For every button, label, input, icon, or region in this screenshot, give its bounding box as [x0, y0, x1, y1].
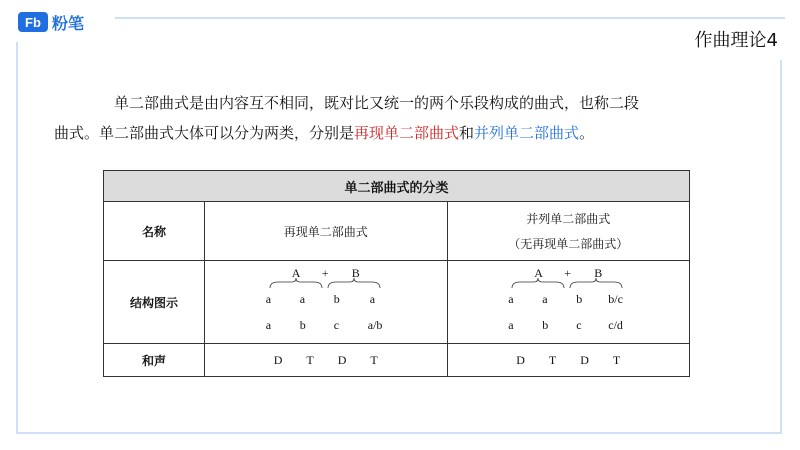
phrase-letter: c	[333, 318, 340, 332]
row-label-structure: 结构图示	[104, 261, 205, 344]
brand-logo	[18, 10, 84, 34]
table-row-structure	[104, 261, 690, 344]
phrase-letter: a	[508, 318, 514, 332]
classification-table	[103, 170, 690, 377]
frame-left-line	[16, 42, 18, 432]
connector: 和	[459, 124, 475, 142]
phrase-letter: a	[265, 292, 272, 306]
phrase-letter: c/d	[608, 318, 623, 332]
section-label: B	[594, 266, 603, 280]
harmony-function: D	[337, 352, 347, 367]
phrase-letter: a	[508, 292, 514, 306]
page-title: 作曲理论4	[694, 30, 778, 51]
recap-name-cell: 再现单二部曲式	[205, 202, 448, 261]
table-caption: 单二部曲式的分类	[104, 171, 690, 202]
phrase-letter: b	[333, 292, 340, 306]
section-label: B	[351, 266, 360, 280]
section-label: A	[291, 266, 301, 280]
parallel-name-cell	[447, 202, 690, 261]
frame-right-line	[780, 60, 782, 434]
paragraph-line-2	[54, 118, 754, 148]
paragraph-line-1: 单二部曲式是由内容互不相同，既对比又统一的两个乐段构成的曲式，也称二段	[114, 94, 640, 112]
row-label-harmony: 和声	[104, 344, 205, 377]
frame-top-line	[115, 17, 785, 19]
frame-bottom-line	[16, 432, 782, 434]
section-label: A	[534, 266, 543, 280]
parallel-structure-cell	[447, 261, 690, 344]
phrase-letter: b	[542, 318, 549, 332]
parallel-structure-diagram	[498, 266, 638, 338]
plus-sign: +	[564, 266, 572, 280]
brand-name: 粉笔	[52, 13, 85, 33]
paragraph-end: 。	[579, 124, 595, 142]
recap-term: 再现单二部曲式	[354, 124, 460, 142]
phrase-letter: b	[299, 318, 306, 332]
harmony-function: T	[612, 352, 621, 367]
recap-harmony-cell	[205, 344, 448, 377]
parallel-note: （无再现单二部曲式）	[508, 237, 629, 251]
phrase-letter: c	[576, 318, 582, 332]
harmony-function: T	[306, 352, 314, 367]
phrase-letter: a	[369, 292, 376, 306]
brand-mark: Fb	[18, 12, 48, 32]
harmony-function: D	[580, 352, 589, 367]
plus-sign: +	[321, 266, 329, 280]
recap-structure-diagram	[256, 266, 396, 338]
harmony-function: T	[370, 352, 378, 367]
parallel-name: 并列单二部曲式	[526, 212, 611, 226]
row-label-name: 名称	[104, 202, 205, 261]
table-row-name	[104, 202, 690, 261]
parallel-harmony-cell	[447, 344, 690, 377]
phrase-letter: b/c	[608, 292, 623, 306]
harmony-function: D	[273, 352, 283, 367]
phrase-letter: a/b	[367, 318, 383, 332]
intro-paragraph	[54, 88, 754, 148]
table-row-harmony	[104, 344, 690, 377]
harmony-function: T	[548, 352, 557, 367]
paragraph-line-2-prefix: 曲式。单二部曲式大体可以分为两类，分别是	[54, 124, 355, 142]
phrase-letter: a	[542, 292, 548, 306]
phrase-letter: b	[576, 292, 583, 306]
parallel-term: 并列单二部曲式	[474, 124, 580, 142]
phrase-letter: a	[265, 318, 272, 332]
phrase-letter: a	[299, 292, 306, 306]
recap-structure-cell	[205, 261, 448, 344]
harmony-function: D	[516, 352, 525, 367]
